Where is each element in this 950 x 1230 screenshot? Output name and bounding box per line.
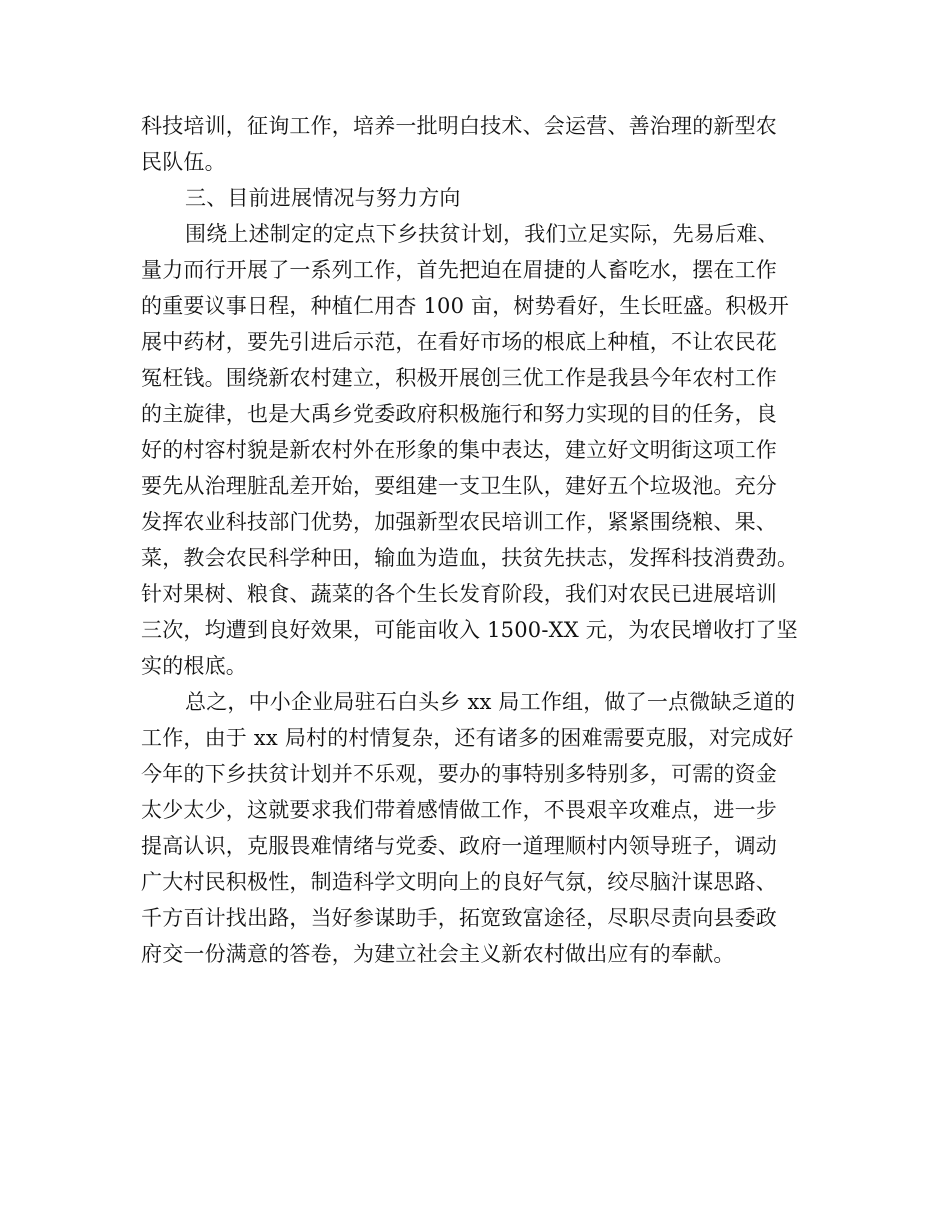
text-line: 工作，由于 xx 局村的村情复杂，还有诸多的困难需要克服，对完成好 (141, 726, 794, 750)
text-line: 好的村容村貌是新农村外在形象的集中表达，建立好文明街这项工作 (141, 438, 777, 462)
text-line: 广大村民积极性，制造科学文明向上的良好气氛，绞尽脑汁谋思路、 (141, 870, 777, 894)
text-line: 的主旋律，也是大禹乡党委政府积极施行和努力实现的目的任务，良 (141, 402, 777, 426)
text-line: 量力而行开展了一系列工作，首先把迫在眉捷的人畜吃水，摆在工作 (141, 258, 777, 282)
document-body (141, 108, 821, 972)
text-line: 要先从治理脏乱差开始，要组建一支卫生队，建好五个垃圾池。充分 (141, 474, 777, 498)
text-line: 围绕上述制定的定点下乡扶贫计划，我们立足实际，先易后难、 (185, 222, 779, 246)
text-line: 针对果树、粮食、蔬菜的各个生长发育阶段，我们对农民已进展培训 (141, 582, 777, 606)
section-heading: 三、目前进展情况与努力方向 (185, 186, 461, 210)
text-line: 府交一份满意的答卷，为建立社会主义新农村做出应有的奉献。 (141, 942, 735, 966)
text-line: 冤枉钱。围绕新农村建立，积极开展创三优工作是我县今年农村工作 (141, 366, 777, 390)
text-line: 的重要议事日程，种植仁用杏 100 亩，树势看好，生长旺盛。积极开 (141, 294, 790, 318)
paragraph-1 (141, 108, 821, 180)
text-line: 菜，教会农民科学种田，输血为造血，扶贫先扶志，发挥科技消费劲。 (141, 546, 799, 570)
text-line: 提高认识，克服畏难情绪与党委、政府一道理顺村内领导班子，调动 (141, 834, 777, 858)
text-line: 民队伍。 (141, 150, 226, 174)
text-line: 今年的下乡扶贫计划并不乐观，要办的事特别多特别多，可需的资金 (141, 762, 777, 786)
text-line: 科技培训，征询工作，培养一批明白技术、会运营、善治理的新型农 (141, 114, 777, 138)
text-line: 总之，中小企业局驻石白头乡 xx 局工作组，做了一点微缺乏道的 (185, 690, 796, 714)
text-line: 实的根底。 (141, 654, 247, 678)
text-line: 千方百计找出路，当好参谋助手，拓宽致富途径，尽职尽责向县委政 (141, 906, 777, 930)
text-line: 展中药材，要先引进后示范，在看好市场的根底上种植，不让农民花 (141, 330, 777, 354)
paragraph-2 (141, 216, 821, 684)
text-line: 三次，均遭到良好效果，可能亩收入 1500-XX 元，为农民增收打了坚 (141, 618, 798, 642)
text-line: 发挥农业科技部门优势，加强新型农民培训工作，紧紧围绕粮、果、 (141, 510, 777, 534)
paragraph-3 (141, 684, 821, 972)
text-line: 太少太少，这就要求我们带着感情做工作，不畏艰辛攻难点，进一步 (141, 798, 777, 822)
